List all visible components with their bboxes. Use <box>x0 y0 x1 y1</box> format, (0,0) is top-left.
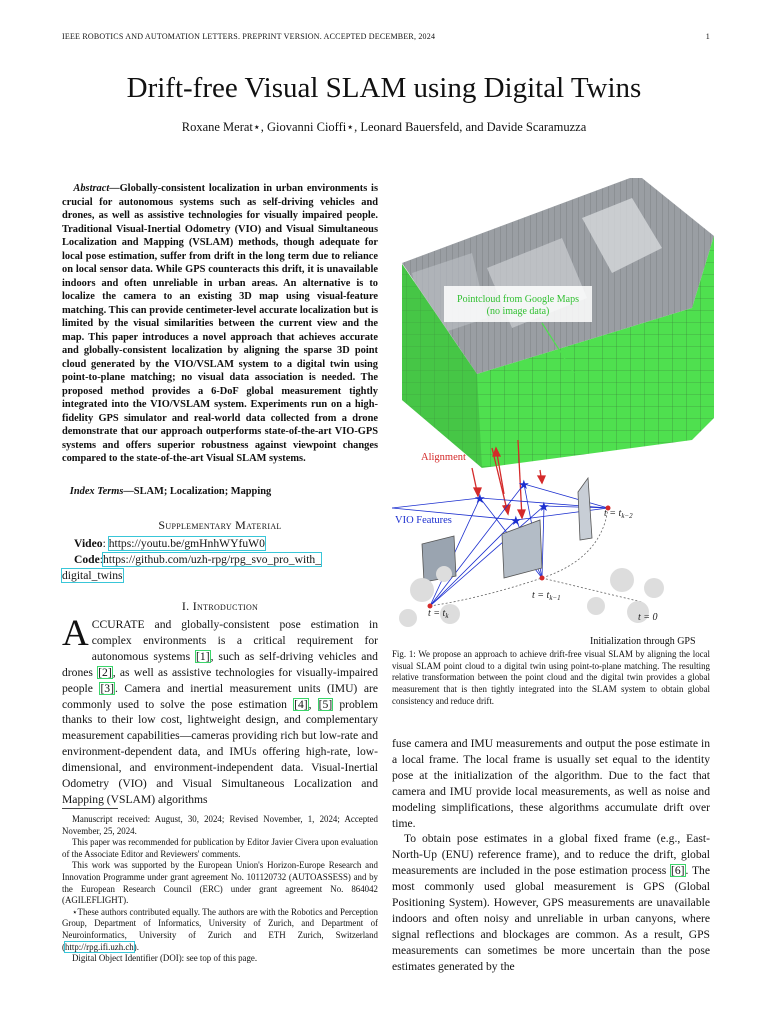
right-column-body <box>392 736 710 975</box>
time-label-0: t = 0 <box>638 612 658 623</box>
time-label-k: $t = t_k$ <box>428 608 449 620</box>
abstract-text: —Globally-consistent localization in urban environments is crucial for autonomous systems such as self-driving vehicles and drones, as well as assistive technologies for visually impaired people. Traditional Visual-Inertial Odometry (VIO) and Visual Simultaneous Localization and Mapping (VSLAM) methods, though adequate for local pose estimation, suffer from drift in the long term due to reliance on local sensor data. While GPS counteracts this drift, it is unavailable indoors and often unreliable in urban areas. An alternative is to localize the camera to an existing 3D map using visual-feature matching. This can provide centimeter-level accurate localization but is limited by the visual similarities between the current view and the map. This paper introduces a novel approach that achieves accurate and globally-consistent localization by aligning the sparse 3D point cloud generated by the VIO/VSLAM system to a digital twin using point-to-plane matching; no visual data association is needed. The proposed method provides a 6-DoF global measurement tightly integrated into the VIO/VSLAM system. Experiments run on a high-fidelity GPS simulator and real-world data collected from a drone demonstrate that our approach outperforms state-of-the-art VIO-GPS systems and offers superior robustness against viewpoint changes compared to the state-of-the-art Visual SLAM systems. <box>62 183 378 464</box>
figure-illustration <box>392 178 722 648</box>
index-terms-label: Index Terms <box>69 486 124 497</box>
abstract-label: Abstract <box>73 183 110 194</box>
svg-text:★: ★ <box>510 514 522 529</box>
citation-link[interactable]: [2] <box>98 665 112 679</box>
video-label: Video <box>74 537 103 550</box>
intro-text: problem thanks to their low cost, lightweight design, and complementary measurement capabilities—cameras providing rich but low-rate and environment-dependent data, and IMUs offering high-rate, low-dimensional, and environment-independent data. Visual-Inertial Odometry (VIO) and Visual Simultaneous Localization and Mapping (VSLAM) algorithms <box>62 697 378 806</box>
paragraph-text: To obtain pose estimates in a global fixed frame (e.g., East-North-Up (ENU) reference frame), and to reduce the drift, global measurements are included in the pose estimation process <box>392 832 710 878</box>
footnote: This work was supported by the European Union's Horizon-Europe Research and Innovation Programme under grant agreement No. 101120732 (AUTOASSESS) and by the European Research Council (ERC) under grant agreement No. 864042 (AGILEFLIGHT). <box>62 860 378 906</box>
camera-image-k2 <box>578 478 592 540</box>
paragraph-text: . The most commonly used global measurement is GPS (Global Positioning System). However, GPS measurements are unavailable indoors and often noisy and unreliable in urban canyons, where signal reflections and blockages are common. As a result, GPS measurements can sometimes be more uncertain than the pose estimates generated by the <box>392 864 710 973</box>
paper-title: Drift-free Visual SLAM using Digital Twins <box>126 72 642 104</box>
citation-link[interactable]: [4] <box>294 697 308 711</box>
camera-image-k1 <box>502 520 542 578</box>
pointcloud-label-line1: Pointcloud from Google Maps <box>457 294 579 305</box>
figure-caption: Fig. 1: We propose an approach to achieve drift-free visual SLAM by aligning the local visual SLAM point cloud to a digital twin using point-to-plane matching. The resulting relative transformation between the point cloud and the digital twin provides a global measurement that is then tightly integrated into the SLAM system to obtain global consistency and reduce drift. <box>392 649 710 706</box>
svg-text:★: ★ <box>518 478 530 493</box>
citation-link[interactable]: [3] <box>100 681 114 695</box>
footnote-text: ⋆These authors contributed equally. The authors are with the Robotics and Perception Group, Department of Informatics, University of Zurich, and Department of Neuroinformatics, University of Zurich and ETH Zurich, Switzerland ( <box>62 906 378 952</box>
author-list: Roxane Merat⋆, Giovanni Cioffi⋆, Leonard Bauersfeld, and Davide Scaramuzza <box>181 120 587 134</box>
dropcap: A <box>62 613 89 654</box>
footnote-rule <box>62 808 118 809</box>
lab-url-link[interactable]: http://rpg.ifi.uzh.ch <box>64 941 134 952</box>
supplementary-links: Video: https://youtu.be/gmHnhWYfuW0 Code:https://github.com/uzh-rpg/rpg_svo_pro_with_ digital_twins <box>62 537 322 582</box>
svg-text:★: ★ <box>538 500 550 515</box>
vio-features-label: VIO Features <box>395 515 452 526</box>
intro-text: . Camera and inertial measurement units (IMU) are commonly used to solve the pose estimation <box>62 681 378 711</box>
citation-link[interactable]: [1] <box>196 649 210 663</box>
time-label-k1: $t = t_{k-1}$ <box>532 590 561 602</box>
footnote: Manuscript received: August, 30, 2024; Revised November, 1, 2024; Accepted November, 25, 2024. <box>62 814 378 836</box>
page-number: 1 <box>705 32 710 41</box>
footnote: This paper was recommended for publication by Editor Javier Civera upon evaluation of the Associate Editor and Reviewers' comments. <box>62 837 378 859</box>
paragraph: fuse camera and IMU measurements and output the pose estimate in a local frame. The local frame is usually set equal to the identity pose at the initialization of the algorithm. Due to the fact that camera and IMU provide local measurements, as well as noise and modeling simplifications, these algorithms accumulate drift over time. <box>392 737 710 830</box>
footnote <box>62 907 378 953</box>
alignment-label: Alignment <box>421 452 466 463</box>
running-header <box>62 32 710 41</box>
gps-init-label: Initialization through GPS <box>590 636 696 647</box>
footnote-text: ). <box>133 941 139 952</box>
index-terms-text: —SLAM; Localization; Mapping <box>123 486 272 497</box>
intro-text: , as well as assistive technologies for visually-impaired people <box>62 665 378 695</box>
running-head-text: IEEE ROBOTICS AND AUTOMATION LETTERS. PREPRINT VERSION. ACCEPTED DECEMBER, 2024 <box>62 32 436 41</box>
pointcloud-label-line2: (no image data) <box>486 306 550 317</box>
figure-1 <box>392 178 722 648</box>
paragraph <box>392 831 710 974</box>
code-link[interactable]: https://github.com/uzh-rpg/rpg_svo_pro_with_ <box>103 552 322 566</box>
index-terms <box>62 486 378 497</box>
intro-text: , such as self-driving vehicles and drones <box>62 649 378 679</box>
intro-text: , <box>308 697 318 711</box>
time-label-k2: $t = t_{k-2}$ <box>604 508 633 520</box>
footnote: Digital Object Identifier (DOI): see top of this page. <box>72 953 258 964</box>
citation-link[interactable]: [5] <box>318 697 333 711</box>
code-link-continuation[interactable]: digital_twins <box>62 568 123 582</box>
supplementary-heading: Supplementary Material <box>158 518 282 532</box>
introduction-heading: I. Introduction <box>181 599 259 613</box>
code-label: Code <box>74 552 100 566</box>
introduction-body <box>62 613 378 808</box>
abstract <box>62 182 378 466</box>
first-word: CCURATE <box>91 618 145 631</box>
intro-text: and globally-consistent pose estimation in complex environments is a critical requirement for autonomous systems <box>91 618 378 663</box>
svg-text:★: ★ <box>474 492 486 507</box>
video-link[interactable]: https://youtu.be/gmHnhWYfuW0 <box>108 537 265 550</box>
footnotes <box>62 814 378 965</box>
citation-link[interactable]: [6] <box>670 864 685 878</box>
